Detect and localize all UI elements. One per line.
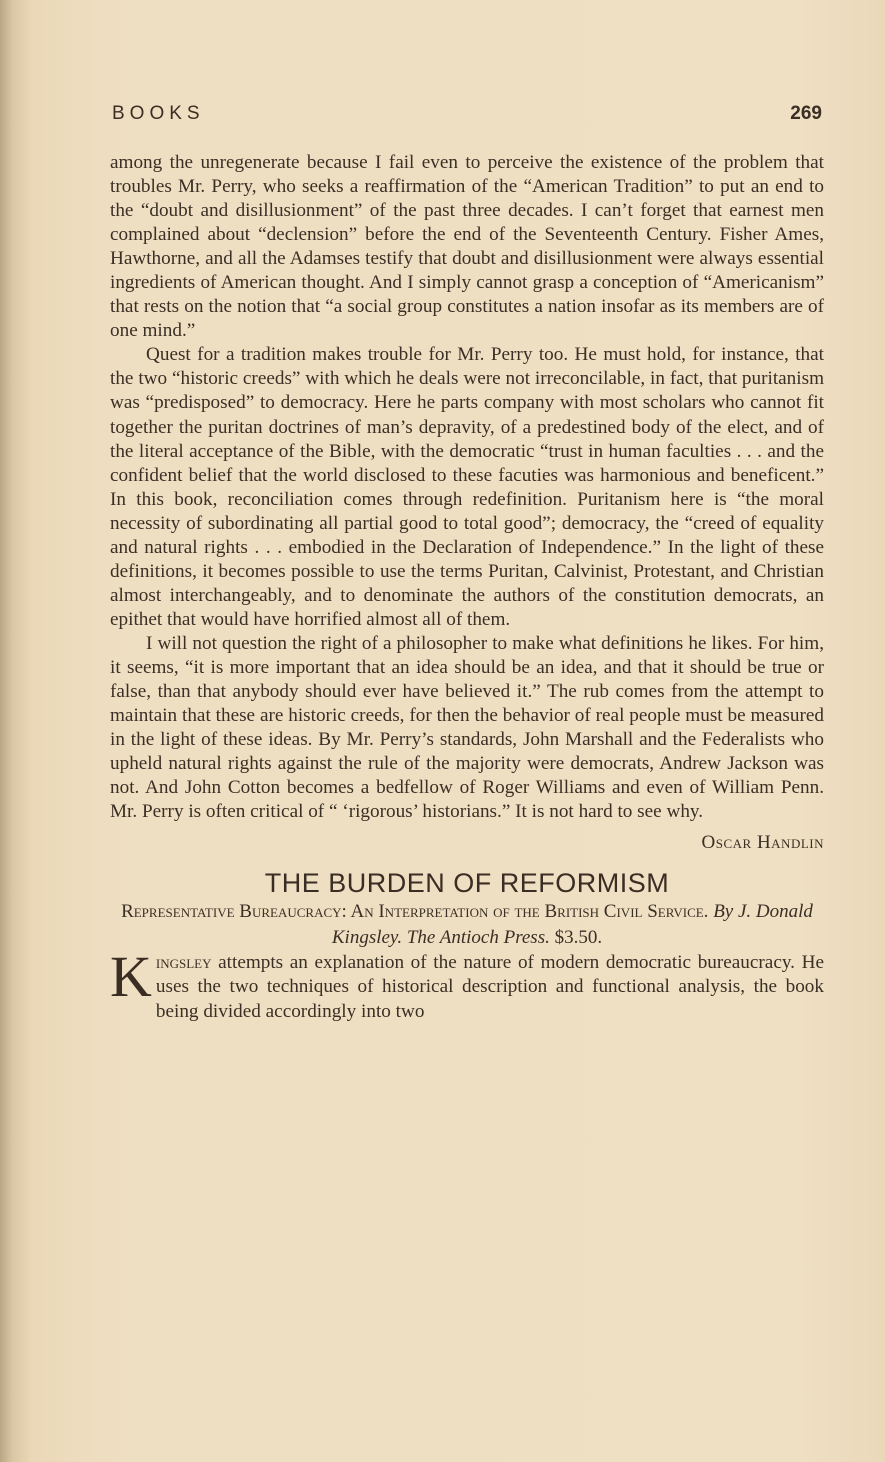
author-byline: Oscar Handlin xyxy=(701,832,824,854)
book-citation xyxy=(110,899,824,951)
drop-cap: K xyxy=(110,944,152,1010)
paragraph-3: I will not question the right of a philosopher to make what definitions he likes. For him, it seems, “it is more important that an idea should be an idea, and that it should be true or false, than that anybody should ever have believed it.” The rub comes from the attempt to maintain that these are historic creeds, for then the behavior of real people must be measured in the light of these ideas. By Mr. Perry’s standards, John Marshall and the Federalists who upheld natural rights against the rule of the majority were democrats, Andrew Jackson was not. And John Cotton becomes a bedfellow of Roger Williams and even of William Penn. Mr. Perry is often critical of “ ‘rigorous’ historians.” It is not hard to see why. xyxy=(110,632,824,823)
citation-author: By J. Donald Kingsley. xyxy=(331,901,813,949)
citation-publisher: The Antioch Press. xyxy=(406,927,550,949)
running-head xyxy=(112,103,822,131)
page-number: 269 xyxy=(790,103,822,124)
opening-text: attempts an explanation of the nature of modern democratic bureaucracy. He uses the two techniques of historical description and functional analysis, the book being divided accordingly into two xyxy=(155,952,824,1022)
paragraph-2: Quest for a tradition makes trouble for Mr. Perry too. He must hold, for instance, that the two “historic creeds” with which he deals were not irreconcilable, in fact, that puritanism was “predisposed” to democracy. Here he parts company with most scholars who cannot fit together the puritan doctrines of man’s depravity, of a predestined body of the elect, and of the literal acceptance of the Bible, with the democratic “trust in human faculties . . . and the confident belief that the world disclosed to these facuties was harmonious and beneficent.” In this book, reconciliation comes through redefinition. Puritanism here is “the moral necessity of subordinating all partial good to total good”; democracy, the “creed of equality and natural rights . . . embodied in the Declaration of Independence.” In the light of these definitions, it becomes possible to use the terms Puritan, Calvinist, Protestant, and Christian almost interchangeably, and to denominate the authors of the constitution democrats, an epithet that would have horrified almost all of them. xyxy=(110,344,824,630)
citation-title: Representative Bureaucracy: An Interpretation of the British Civil Service. xyxy=(121,901,709,923)
review-opening-paragraph xyxy=(110,944,824,1023)
review-heading: THE BURDEN OF REFORMISM xyxy=(264,868,670,899)
first-word: ingsley xyxy=(155,952,212,974)
paragraph-1: among the unregenerate because I fail even to perceive the existence of the problem that troubles Mr. Perry, who seeks a reaffirmation of the “American Tradition” to put an end to the “doubt and disillusionment” of the past three decades. I can’t forget that earnest men complained about “declension” before the end of the Seventeenth Century. Fisher Ames, Hawthorne, and all the Adamses testify that doubt and disillusionment were always essential ingredients of American thought. And I simply cannot grasp a conception of “Americanism” that rests on the notion that “a social group constitutes a nation insofar as its members are of one mind.” xyxy=(110,152,824,342)
article-body xyxy=(110,151,824,1024)
citation-price: $3.50. xyxy=(554,927,603,949)
section-label: BOOKS xyxy=(112,103,205,124)
